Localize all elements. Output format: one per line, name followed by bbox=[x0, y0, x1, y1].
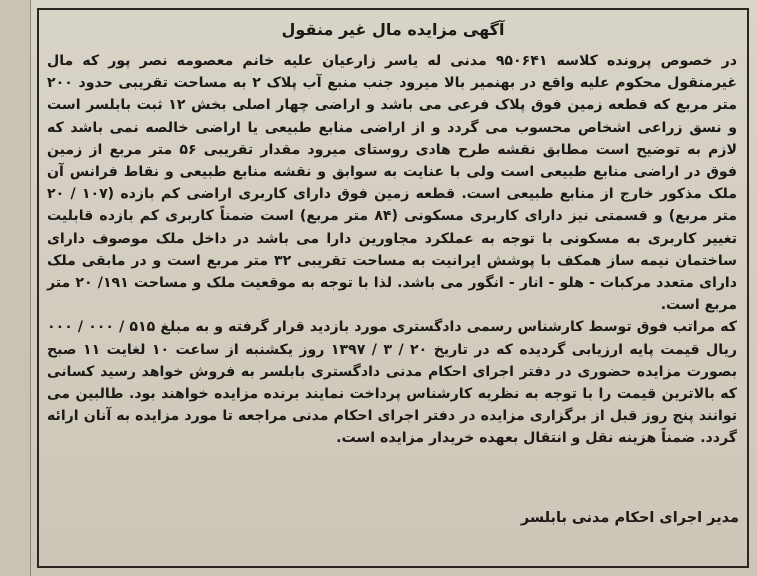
notice-paragraph-2: که مراتب فوق توسط کارشناس رسمی دادگستری مورد بازدید قرار گرفته و به مبلغ ۵۱۵ / ۰۰۰ / ۰۰۰ ریال قیمت پایه ارزیابی گردیده که در تاریخ ۲۰ / ۳ / ۱۳۹۷ روز یکشنبه از ساعت ۱۰ لغایت ۱۱ صبح بصورت مزایده حضوری در دفتر اجرای احکام مدنی دادگستری بابلسر به فروش خواهد رسید کسانی که بالاترین قیمت را با توجه به نظریه کارشناس پرداخت نمایند برنده مزایده خواهند بود. طالبین می توانند پنج روز قبل از برگزاری مزایده در دفتر اجرای احکام مدنی مراجعه تا مورد مزایده به آنان ارائه گردد. ضمناً هزینه نقل و انتقال بعهده خریدار مزایده است. bbox=[47, 319, 737, 447]
notice-signature: مدیر اجرای احکام مدنی بابلسر bbox=[520, 510, 739, 526]
adjacent-column-strip bbox=[0, 0, 31, 576]
notice-body bbox=[47, 50, 737, 450]
notice-title: آگهی مزایده مال غیر منقول bbox=[281, 20, 505, 39]
notice-paragraph-1: در خصوص پرونده کلاسه ۹۵۰۶۴۱ مدنی له یاسر زارعیان علیه خانم معصومه نصر پور که مال غیرمنقول محکوم علیه واقع در بهنمیر بالا میرود جنب منبع آب پلاک ۲ به مساحت تقریبی حدود ۲۰۰ متر مربع که قطعه زمین فوق پلاک فرعی می باشد و اراضی چهار اصلی بخش ۱۲ ثبت بابلسر است و نسق زراعی اشخاص محسوب می گردد و از اراضی منابع طبیعی یا اراضی خالصه نمی باشد که لازم به توضیح است مطابق نقشه طرح هادی روستای میرود مقدار تقریبی ۵۶ متر مربع از زمین فوق در اراضی منابع طبیعی است ولی با عنایت به سوابق و نقشه منابع طبیعی و نقاط فرانس آن ملک مذکور خارج از منابع طبیعی است. قطعه زمین فوق دارای کاربری اراضی کم بازده (۱۰۷ / ۲۰ متر مربع) و قسمتی نیز دارای کاربری مسکونی (۸۴ متر مربع) است ضمناً کاربری کم بازده قابلیت تغییر کاربری به مسکونی با توجه به عملکرد مجاورین دارا می باشد در داخل ملک موصوف دارای ساختمان نیمه ساز همکف با پوشش ایرانیت به مساحت تقریبی ۳۲ متر مربع است و در مابقی ملک دارای متعدد مرکبات - هلو - انار - انگور می باشد. لذا با توجه به موقعیت ملک و مساحت ۱۹۱/ ۲۰ متر مربع است. bbox=[47, 53, 737, 314]
